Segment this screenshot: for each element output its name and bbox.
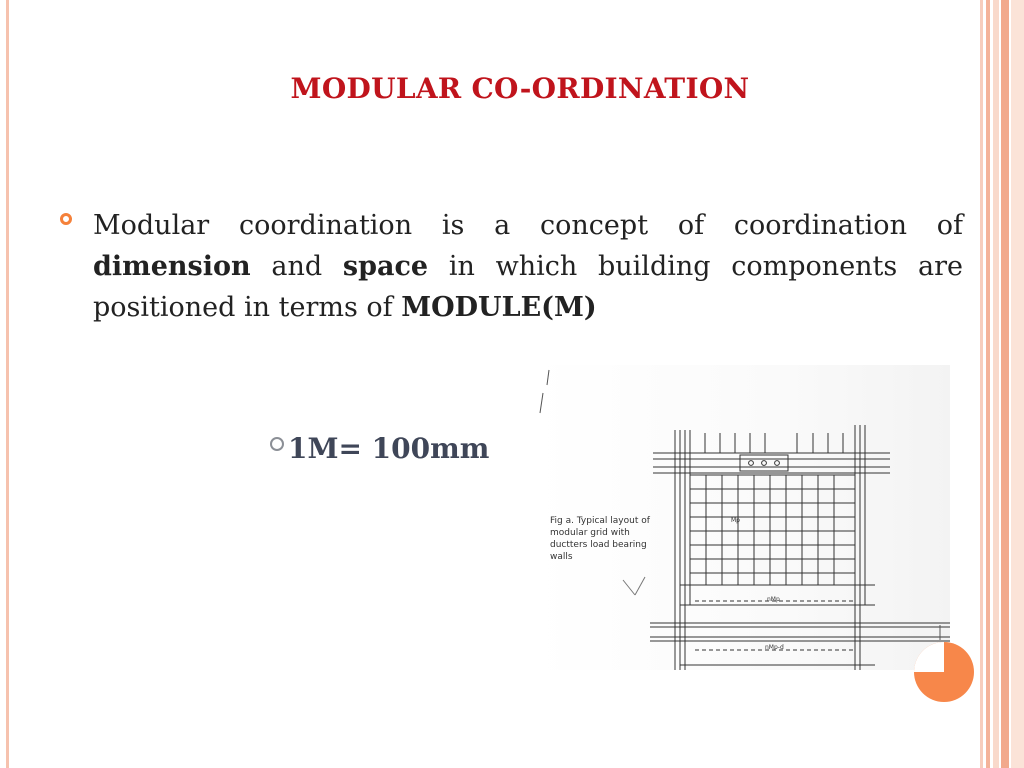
right-stripe-4 [1001, 0, 1009, 768]
module-value: 1M= 100mm [288, 432, 490, 465]
right-stripe-1 [980, 0, 983, 768]
label-nmp-d: nMp-d [765, 644, 784, 651]
sub-bullet-text [268, 432, 489, 465]
label-mp: Mp [731, 517, 740, 524]
figure-caption-line: Fig a. Typical layout of [550, 516, 650, 526]
text-part: and [250, 251, 343, 282]
label-nmp: nMp [767, 596, 780, 603]
grid-drawing [535, 365, 950, 670]
bold-dimension: dimension [93, 251, 251, 282]
ring-bullet-icon [60, 213, 72, 225]
bullet-paragraph [93, 205, 963, 328]
figure-caption-line: walls [550, 552, 573, 562]
text-part: Modular coordination is a concept of coordination of [93, 210, 963, 241]
right-stripe-3 [993, 0, 999, 768]
text-part: in which building components are positioned in terms of [93, 251, 963, 323]
right-stripe-5 [1011, 0, 1024, 768]
right-stripe-2 [986, 0, 990, 768]
left-border-line [6, 0, 9, 768]
figure-caption-line: ductters load bearing [550, 540, 647, 550]
slide-title: MODULAR CO-ORDINATION [290, 72, 750, 105]
orange-pie-icon [912, 640, 976, 704]
modular-grid-figure [535, 365, 950, 670]
bold-space: space [342, 251, 429, 282]
bold-module: MODULE(M) [401, 292, 597, 323]
figure-caption-line: modular grid with [550, 528, 630, 538]
